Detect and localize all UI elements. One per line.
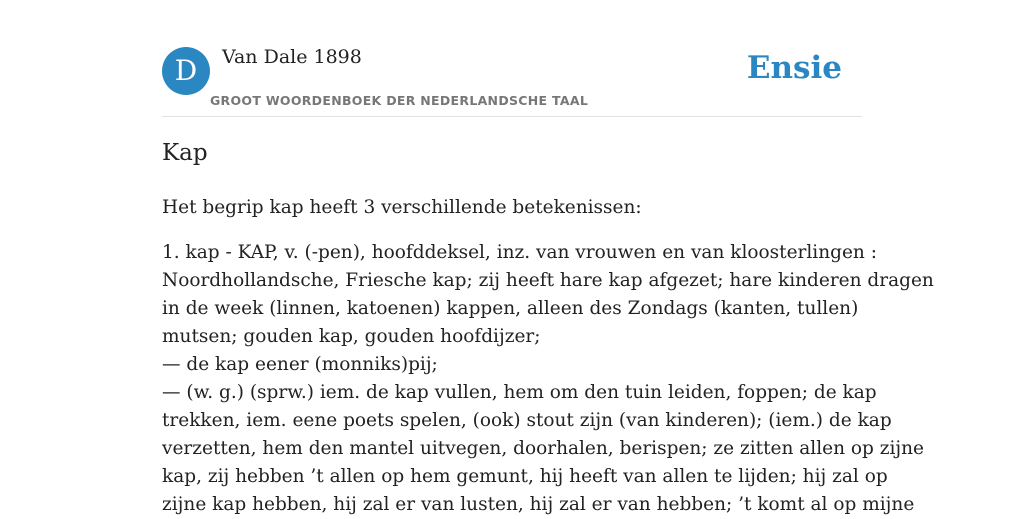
definition-line: 1. kap - KAP, v. (-pen), hoofddeksel, inz. van vrouwen en van kloosterlingen : xyxy=(162,242,877,263)
definition-line: mutsen; gouden kap, gouden hoofdijzer; xyxy=(162,326,541,347)
source-title[interactable]: Van Dale 1898 xyxy=(222,46,362,68)
definition-line: verzetten, hem den mantel uitvegen, doorhalen, berispen; ze zitten allen op zijne xyxy=(162,438,924,459)
source-logo[interactable]: D xyxy=(162,47,210,95)
definition-line: — de kap eener (monniks)pij; xyxy=(162,354,438,375)
definition-text xyxy=(162,239,934,519)
entry-title: Kap xyxy=(162,140,208,166)
definition-line: Noordhollandsche, Friesche kap; zij heeft hare kap afgezet; hare kinderen dragen xyxy=(162,270,934,291)
definition-line: in de week (linnen, katoenen) kappen, alleen des Zondags (kanten, tullen) xyxy=(162,298,859,319)
definition-line: kap, zij hebben ’t allen op hem gemunt, hij heeft van allen te lijden; hij zal op xyxy=(162,466,888,487)
entry-intro: Het begrip kap heeft 3 verschillende betekenissen: xyxy=(162,197,642,218)
definition-line: — (w. g.) (sprw.) iem. de kap vullen, hem om den tuin leiden, foppen; de kap xyxy=(162,382,877,403)
source-subtitle: GROOT WOORDENBOEK DER NEDERLANDSCHE TAAL xyxy=(210,93,589,108)
definition-line: zijne kap hebben, hij zal er van lusten, hij zal er van hebben; ’t komt al op mijne xyxy=(162,494,915,515)
ensie-logo-link[interactable]: Ensie xyxy=(746,50,842,86)
source-header xyxy=(162,0,862,117)
definition-line: trekken, iem. eene poets spelen, (ook) stout zijn (van kinderen); (iem.) de kap xyxy=(162,410,892,431)
page xyxy=(162,0,934,515)
